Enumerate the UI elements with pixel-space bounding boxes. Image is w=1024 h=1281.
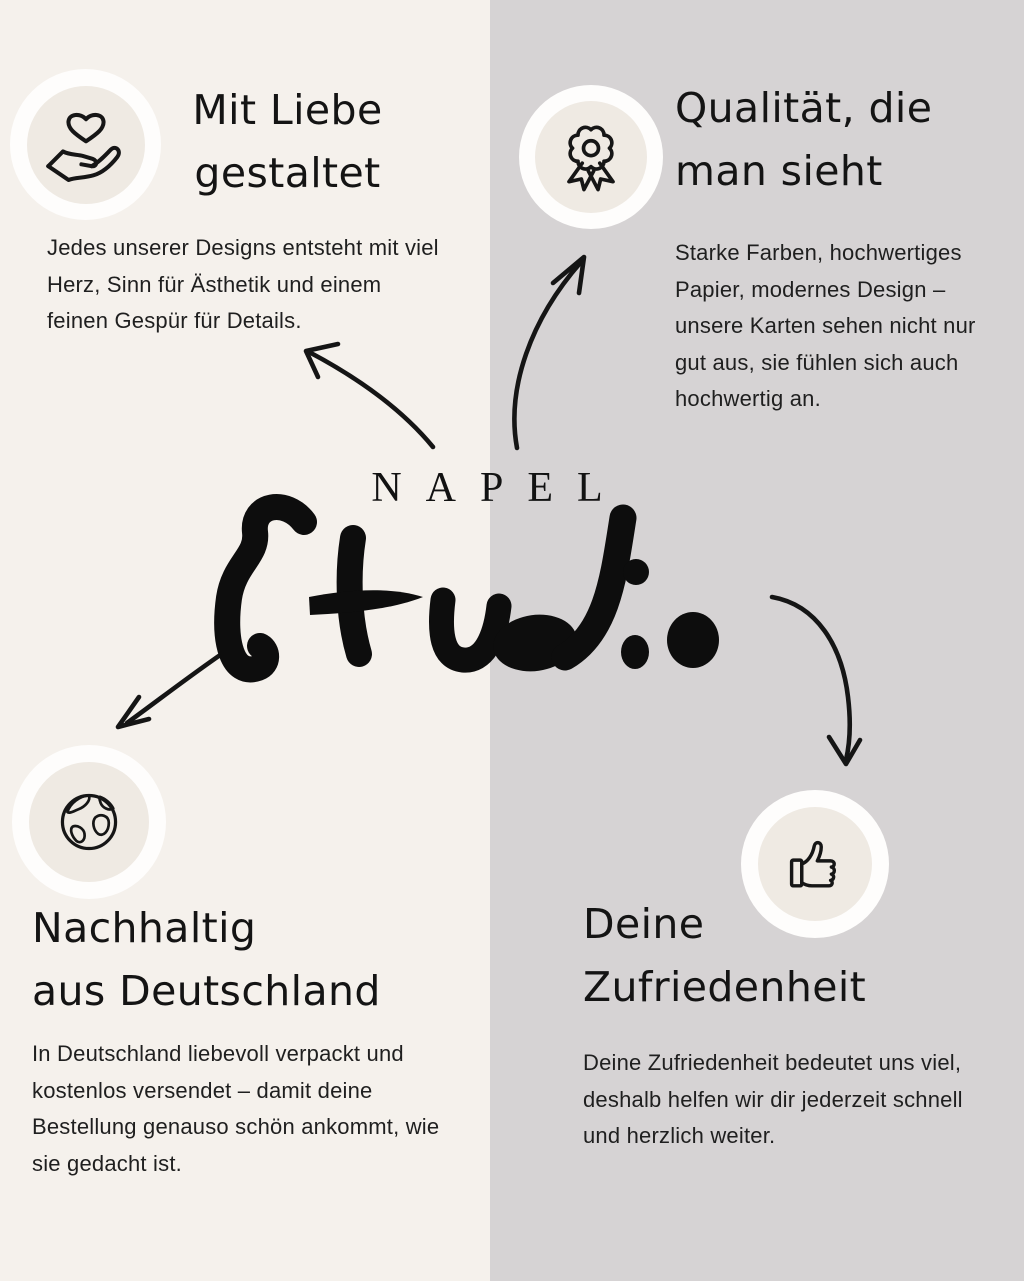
- medal-badge: [519, 85, 663, 229]
- body-line: und herzlich weiter.: [583, 1123, 776, 1148]
- heading-line: Zufriedenheit: [583, 963, 867, 1011]
- heading-line: man sieht: [675, 147, 883, 195]
- section-quality-heading: [675, 77, 1015, 203]
- arrow-to-satisfaction: [772, 597, 860, 764]
- body-line: Jedes unserer Designs entsteht mit viel: [47, 235, 439, 260]
- brand-script-logo: [212, 494, 732, 704]
- body-line: feinen Gespür für Details.: [47, 308, 302, 333]
- body-line: Bestellung genauso schön ankommt, wie: [32, 1114, 440, 1139]
- brand-wordmark: NAPEL: [371, 465, 627, 511]
- globe-icon: [44, 777, 134, 867]
- heading-line: gestaltet: [194, 149, 381, 197]
- heading-line: Qualität, die: [675, 84, 933, 132]
- section-quality-body: [675, 235, 1015, 418]
- section-satisfaction-body: [583, 1045, 1013, 1155]
- body-line: unsere Karten sehen nicht nur: [675, 313, 976, 338]
- medal-icon: [547, 113, 635, 201]
- hand-heart-badge: [10, 69, 161, 220]
- body-line: kostenlos versendet – damit deine: [32, 1077, 373, 1103]
- heading-line: Nachhaltig: [32, 904, 257, 952]
- body-line: Starke Farben, hochwertiges: [675, 240, 962, 265]
- arrow-to-love: [306, 344, 433, 447]
- body-line: deshalb helfen wir dir jederzeit schnell: [583, 1086, 963, 1112]
- arrow-to-quality: [514, 257, 584, 448]
- body-line: Deine Zufriedenheit bedeutet uns viel,: [583, 1050, 962, 1075]
- section-love-heading: [160, 79, 415, 205]
- body-line: gut aus, sie fühlen sich auch: [675, 349, 959, 375]
- section-love-body: [47, 230, 487, 340]
- body-line: Herz, Sinn für Ästhetik und einem: [47, 271, 382, 297]
- body-line: hochwertig an.: [675, 386, 821, 411]
- hand-heart-icon: [40, 99, 132, 191]
- body-line: sie gedacht ist.: [32, 1150, 182, 1176]
- globe-badge: [12, 745, 166, 899]
- body-line: In Deutschland liebevoll verpackt und: [32, 1041, 404, 1066]
- section-sustainability-heading: [32, 897, 492, 1023]
- heading-line: Mit Liebe: [192, 86, 383, 134]
- thumbs-up-icon: [776, 825, 854, 903]
- section-satisfaction-heading: [583, 893, 1013, 1019]
- section-sustainability-body: [32, 1036, 487, 1182]
- body-line: Papier, modernes Design –: [675, 276, 946, 302]
- heading-line: aus Deutschland: [32, 967, 381, 1015]
- heading-line: Deine: [583, 900, 705, 948]
